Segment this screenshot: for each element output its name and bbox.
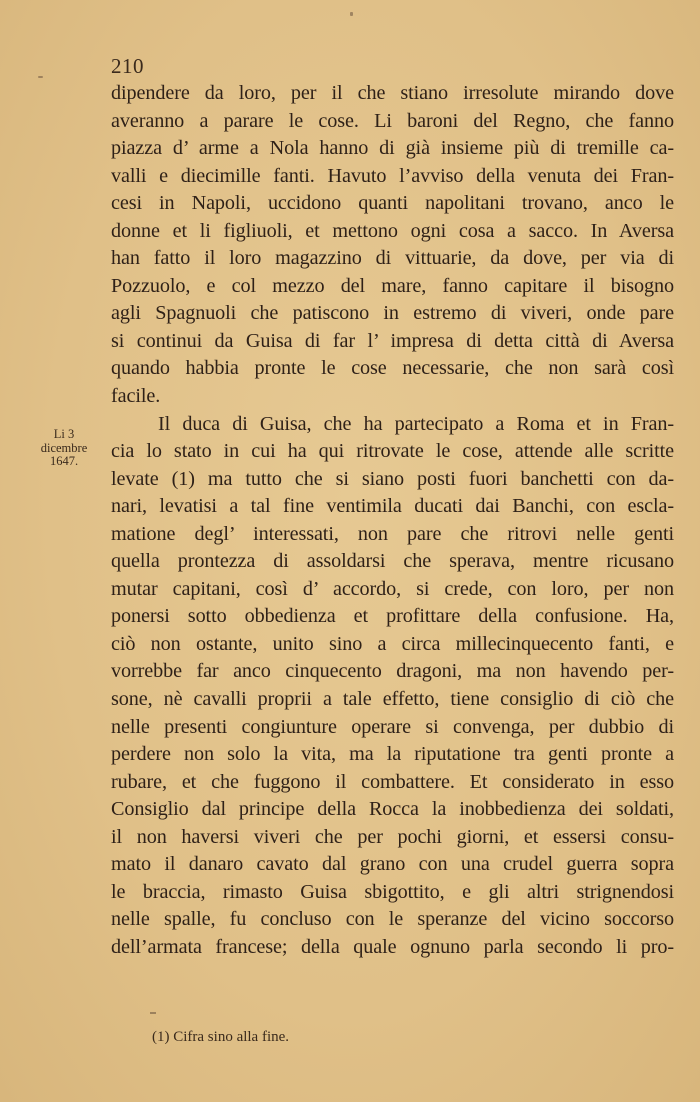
text-line: quella prontezza di assoldarsi che sperava, mentre ricusano xyxy=(111,550,674,573)
body-text xyxy=(111,80,674,962)
margin-note-line: dicembre xyxy=(40,440,88,455)
text-line: matione degl’ interessati, non pare che ritrovi nelle genti xyxy=(111,522,674,545)
text-line: il non haversi viveri che per pochi giorni, et essersi consu- xyxy=(111,825,674,848)
text-line: valli e diecimille fanti. Havuto l’avviso della venuta dei Fran- xyxy=(111,164,674,187)
text-line: si continui da Guisa di far l’ impresa di detta città di Aversa xyxy=(111,329,674,352)
text-line: mato il danaro cavato dal grano con una crudel guerra sopra xyxy=(111,853,674,876)
text-line: han fatto il loro magazzino di vittuarie, da dove, per via di xyxy=(111,247,674,270)
margin-note-line: 1647. xyxy=(49,454,79,468)
text-line: averanno a parare le cose. Li baroni del Regno, che fanno xyxy=(111,109,674,132)
text-line: dipendere da loro, per il che stiano irresolute mirando dove xyxy=(111,82,674,104)
text-line: rubare, et che fuggono il combattere. Et considerato in esso xyxy=(111,770,674,793)
footnote: (1) Cifra sino alla fine. xyxy=(152,1029,290,1045)
text-line: ciò non ostante, unito sino a circa millecinquecento fanti, e xyxy=(111,632,674,655)
text-line: agli Spagnuoli che patiscono in estremo di viveri, onde pare xyxy=(111,302,674,325)
text-line: vorrebbe far anco cinquecento dragoni, ma non havendo per- xyxy=(111,660,674,683)
text-line: dell’armata francese; della quale ognuno parla secondo li pro- xyxy=(111,935,674,958)
paper-speck xyxy=(350,12,353,16)
text-line: sone, nè cavalli proprii a tale effetto, tiene consiglio di ciò che xyxy=(111,688,674,711)
paper-speck xyxy=(38,76,43,78)
text-line: mutar capitani, così d’ accordo, si crede, con loro, per non xyxy=(111,577,674,600)
margin-date-note xyxy=(28,428,100,469)
page-number: 210 xyxy=(111,54,144,78)
text-line: facile. xyxy=(111,385,161,408)
text-line: Consiglio dal principe della Rocca la inobbedienza dei soldati, xyxy=(111,798,674,821)
text-line: levate (1) ma tutto che si siano posti fuori banchetti con da- xyxy=(111,467,674,490)
text-line: quando habbia pronte le cose necessarie, che non sarà così xyxy=(111,357,674,380)
footnote-mark xyxy=(150,1012,156,1014)
text-line: cia lo stato in cui ha qui ritrovate le cose, attende alle scritte xyxy=(111,440,674,463)
text-line: piazza d’ arme a Nola hanno di già insieme più di tremille ca- xyxy=(111,137,674,160)
text-line: cesi in Napoli, uccidono quanti napolitani trovano, anco le xyxy=(111,192,674,215)
text-line: nelle spalle, fu concluso con le speranze del vicino soccorso xyxy=(111,908,674,931)
text-line: ponersi sotto obbedienza et profittare della confusione. Ha, xyxy=(111,605,674,628)
text-line: Pozzuolo, e col mezzo del mare, fanno capitare il bisogno xyxy=(111,274,674,297)
text-line: le braccia, rimasto Guisa sbigottito, e gli altri strignendosi xyxy=(111,880,674,903)
margin-note-line: Li 3 xyxy=(53,427,75,441)
paragraph-first-line: Il duca di Guisa, che ha partecipato a Roma et in Fran- xyxy=(158,412,674,435)
text-line: perdere non solo la vita, ma la riputatione tra genti pronte a xyxy=(111,743,674,766)
text-line: donne et li figliuoli, et mettono ogni cosa a sacco. In Aversa xyxy=(111,219,674,242)
text-line: nelle presenti congiunture operare si convenga, per dubbio di xyxy=(111,715,674,738)
text-line: nari, levatisi a tal fine ventimila ducati dai Banchi, con escla- xyxy=(111,495,674,518)
